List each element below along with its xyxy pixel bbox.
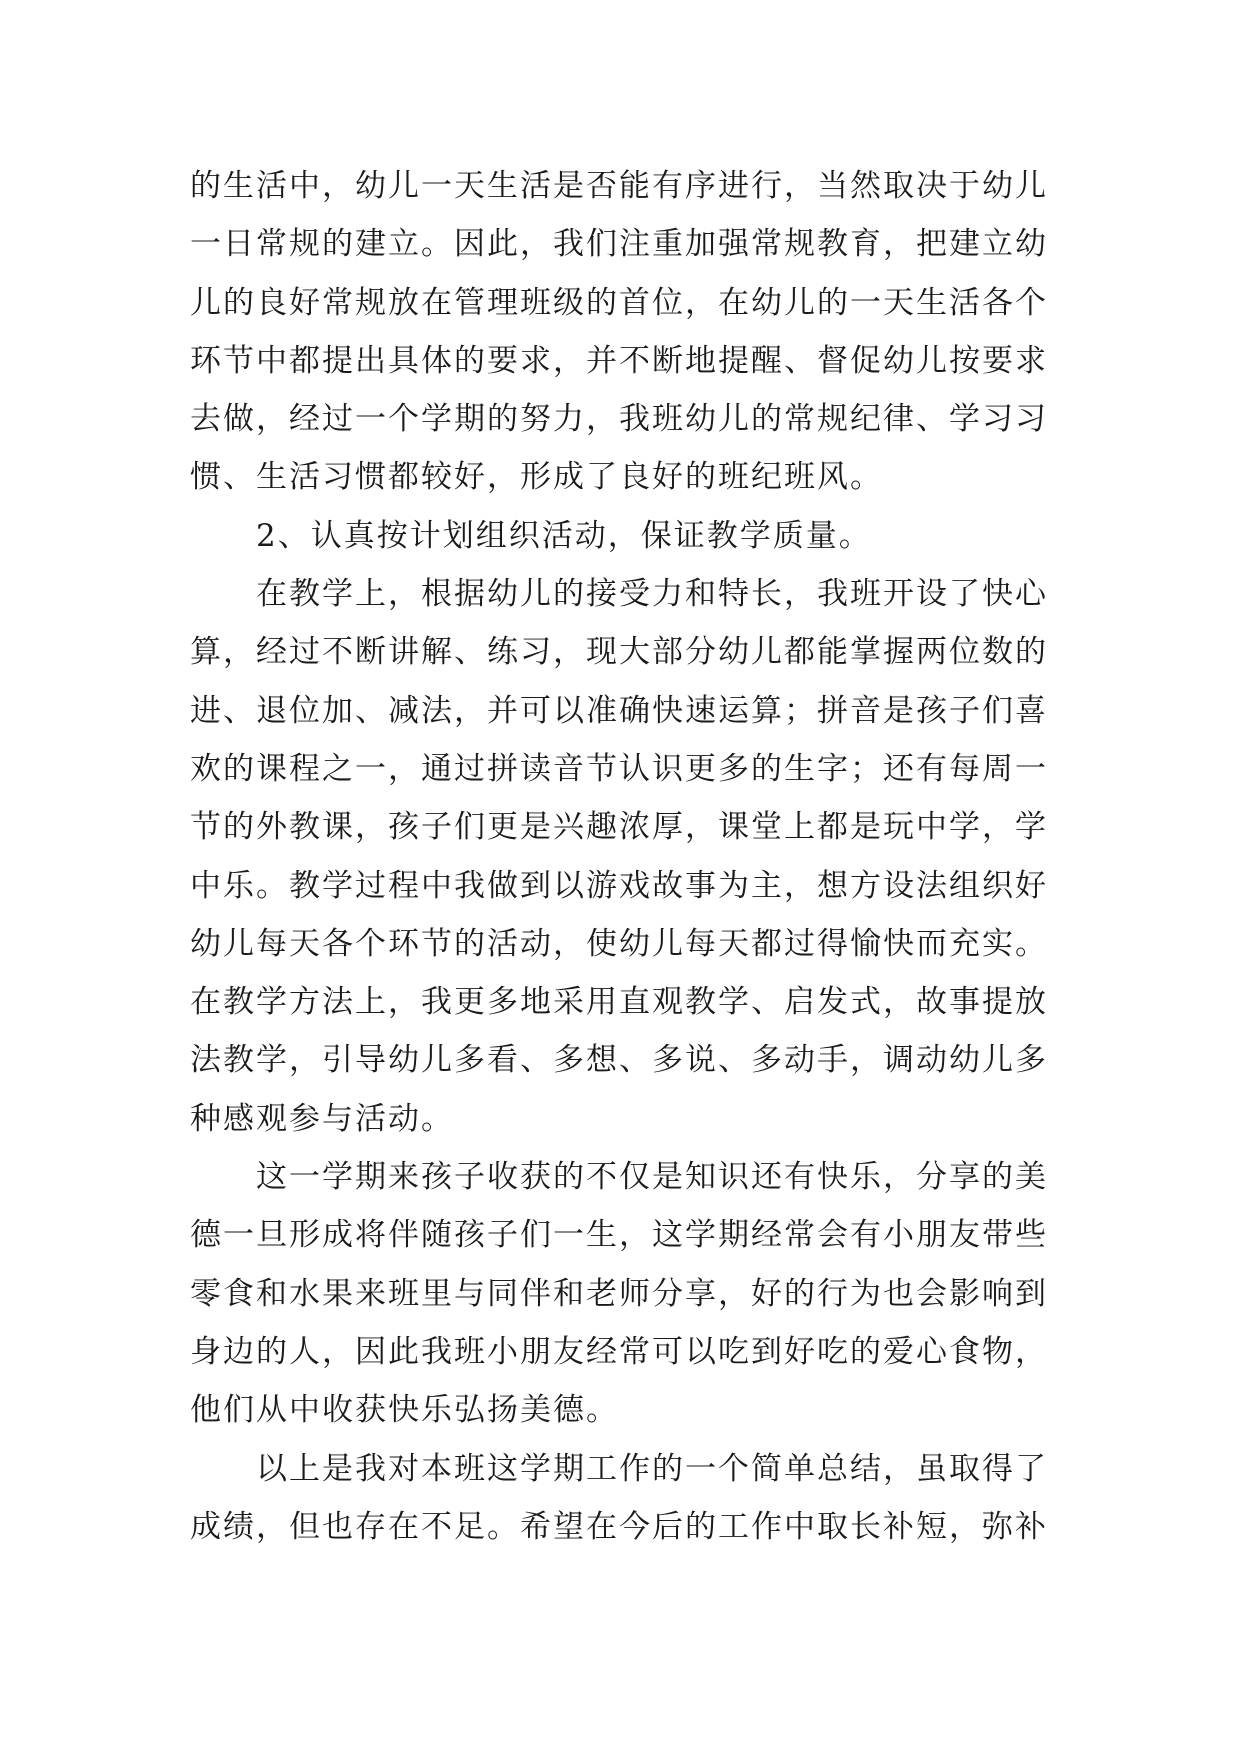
text-line: 惯、生活习惯都较好，形成了良好的班纪班风。: [190, 459, 883, 496]
text-line: 零食和水果来班里与同伴和老师分享，好的行为也会影响到: [190, 1275, 1048, 1312]
text-line: 欢的课程之一，通过拼读音节认识更多的生字；还有每周一: [190, 750, 1048, 787]
text-line: 德一旦形成将伴随孩子们一生，这学期经常会有小朋友带些: [190, 1217, 1048, 1254]
text-line: 一日常规的建立。因此，我们注重加强常规教育，把建立幼: [190, 226, 1048, 263]
paragraph-start: 以上是我对本班这学期工作的一个简单总结，虽取得了: [256, 1450, 1048, 1487]
text-line: 幼儿每天各个环节的活动，使幼儿每天都过得愉快而充实。: [190, 925, 1048, 962]
text-line: 中乐。教学过程中我做到以游戏故事为主，想方设法组织好: [190, 867, 1048, 904]
paragraph-start: 这一学期来孩子收获的不仅是知识还有快乐，分享的美: [256, 1159, 1048, 1196]
text-line: 算，经过不断讲解、练习，现大部分幼儿都能掌握两位数的: [190, 634, 1048, 671]
section-heading: 2、认真按计划组织活动，保证教学质量。: [256, 517, 872, 554]
text-line: 儿的良好常规放在管理班级的首位，在幼儿的一天生活各个: [190, 284, 1048, 321]
text-line: 节的外教课，孩子们更是兴趣浓厚，课堂上都是玩中学，学: [190, 809, 1048, 846]
text-line: 他们从中收获快乐弘扬美德。: [190, 1392, 619, 1429]
text-line: 去做，经过一个学期的努力，我班幼儿的常规纪律、学习习: [190, 401, 1048, 438]
text-line: 进、退位加、减法，并可以准确快速运算；拼音是孩子们喜: [190, 692, 1048, 729]
text-line: 环节中都提出具体的要求，并不断地提醒、督促幼儿按要求: [190, 342, 1048, 379]
paragraph-start: 在教学上，根据幼儿的接受力和特长，我班开设了快心: [256, 576, 1048, 613]
text-line: 身边的人，因此我班小朋友经常可以吃到好吃的爱心食物，: [190, 1333, 1048, 1370]
text-line: 的生活中，幼儿一天生活是否能有序进行，当然取决于幼儿: [190, 168, 1048, 204]
text-line: 在教学方法上，我更多地采用直观教学、启发式，故事提放: [190, 984, 1048, 1021]
text-line: 法教学，引导幼儿多看、多想、多说、多动手，调动幼儿多: [190, 1042, 1048, 1079]
body-text: [190, 157, 1070, 1556]
text-line: 种感观参与活动。: [190, 1100, 454, 1137]
text-line: 成绩，但也存在不足。希望在今后的工作中取长补短，弥补: [190, 1508, 1048, 1545]
